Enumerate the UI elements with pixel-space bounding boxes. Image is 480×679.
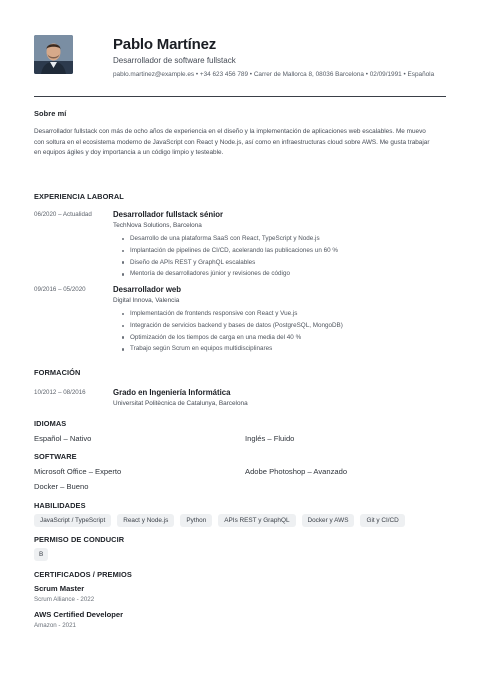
experience-bullet: Desarrollo de una plataforma SaaS con React, TypeScript y Node.js [122, 233, 338, 245]
header-divider [34, 96, 446, 97]
experience-bullet: Implementación de frontends responsive con React y Vue.js [122, 308, 343, 320]
certificate-detail: Scrum Alliance - 2022 [34, 596, 95, 603]
profile-photo [34, 35, 73, 74]
experience-org: TechNova Solutions, Barcelona [113, 222, 202, 229]
resume-header [34, 0, 446, 97]
experience-dates: 09/2016 – 05/2020 [34, 286, 86, 293]
license-title: PERMISO DE CONDUCIR [34, 535, 125, 544]
experience-dates: 06/2020 – Actualidad [34, 211, 92, 218]
software-title: SOFTWARE [34, 452, 77, 461]
languages-title: IDIOMAS [34, 419, 67, 428]
education-title: FORMACIÓN [34, 368, 81, 377]
education-degree: Grado en Ingeniería Informática [113, 388, 231, 397]
experience-role: Desarrollador web [113, 285, 182, 294]
candidate-name: Pablo Martínez [113, 36, 217, 53]
certificate-name: AWS Certified Developer [34, 610, 124, 619]
skill-chip: Python [180, 514, 212, 527]
certificates-title: CERTIFICADOS / PREMIOS [34, 570, 132, 579]
experience-bullet: Diseño de APIs REST y GraphQL escalables [122, 257, 338, 269]
certificate-detail: Amazon - 2021 [34, 622, 76, 629]
summary-text: Desarrollador fullstack con más de ocho años de experiencia en el diseño y la implementación de aplicaciones web escalables. Me muevo con soltura en el ecosistema moderno de JavaScript con React y Node.js, así como en infraestructuras cloud sobre AWS. Me gusta trabajar en equipos ágiles y doy importancia a un código limpio y testeable. [34, 128, 430, 157]
language-item: Inglés – Fluido [245, 434, 295, 443]
skill-chip: APIs REST y GraphQL [218, 514, 295, 527]
experience-org: Digital Innova, Valencia [113, 297, 180, 304]
experience-bullets [122, 233, 338, 280]
experience-role: Desarrollador fullstack sénior [113, 210, 224, 219]
certificate-name: Scrum Master [34, 584, 85, 593]
contact-info: pablo.martinez@example.es • +34 623 456 789 • Carrer de Mallorca 8, 08036 Barcelona • 02/09/1991 • Española [113, 71, 435, 78]
experience-bullet: Trabajo según Scrum en equipos multidisciplinares [122, 343, 343, 355]
summary-title: Sobre mí [34, 109, 67, 118]
experience-bullets [122, 308, 343, 355]
skill-chip: Docker y AWS [302, 514, 355, 527]
experience-bullet: Integración de servicios backend y bases de datos (PostgreSQL, MongoDB) [122, 320, 343, 332]
experience-bullet: Implantación de pipelines de CI/CD, acelerando las publicaciones un 60 % [122, 245, 338, 257]
language-item: Español – Nativo [34, 434, 92, 443]
software-item: Microsoft Office – Experto [34, 467, 122, 476]
license-chip: B [34, 548, 48, 561]
skills-title: HABILIDADES [34, 501, 86, 510]
skill-chip: Git y CI/CD [360, 514, 404, 527]
skill-chip: React y Node.js [117, 514, 174, 527]
education-school: Universitat Politècnica de Catalunya, Barcelona [113, 400, 248, 407]
candidate-headline: Desarrollador de software fullstack [113, 56, 236, 65]
software-item: Docker – Bueno [34, 482, 89, 491]
software-item: Adobe Photoshop – Avanzado [245, 467, 348, 476]
experience-title: EXPERIENCIA LABORAL [34, 192, 124, 201]
experience-bullet: Mentoría de desarrolladores júnior y revisiones de código [122, 268, 338, 280]
education-dates: 10/2012 – 08/2016 [34, 389, 86, 396]
skills-list [34, 514, 405, 527]
experience-bullet: Optimización de los tiempos de carga en una media del 40 % [122, 332, 343, 344]
skill-chip: JavaScript / TypeScript [34, 514, 111, 527]
